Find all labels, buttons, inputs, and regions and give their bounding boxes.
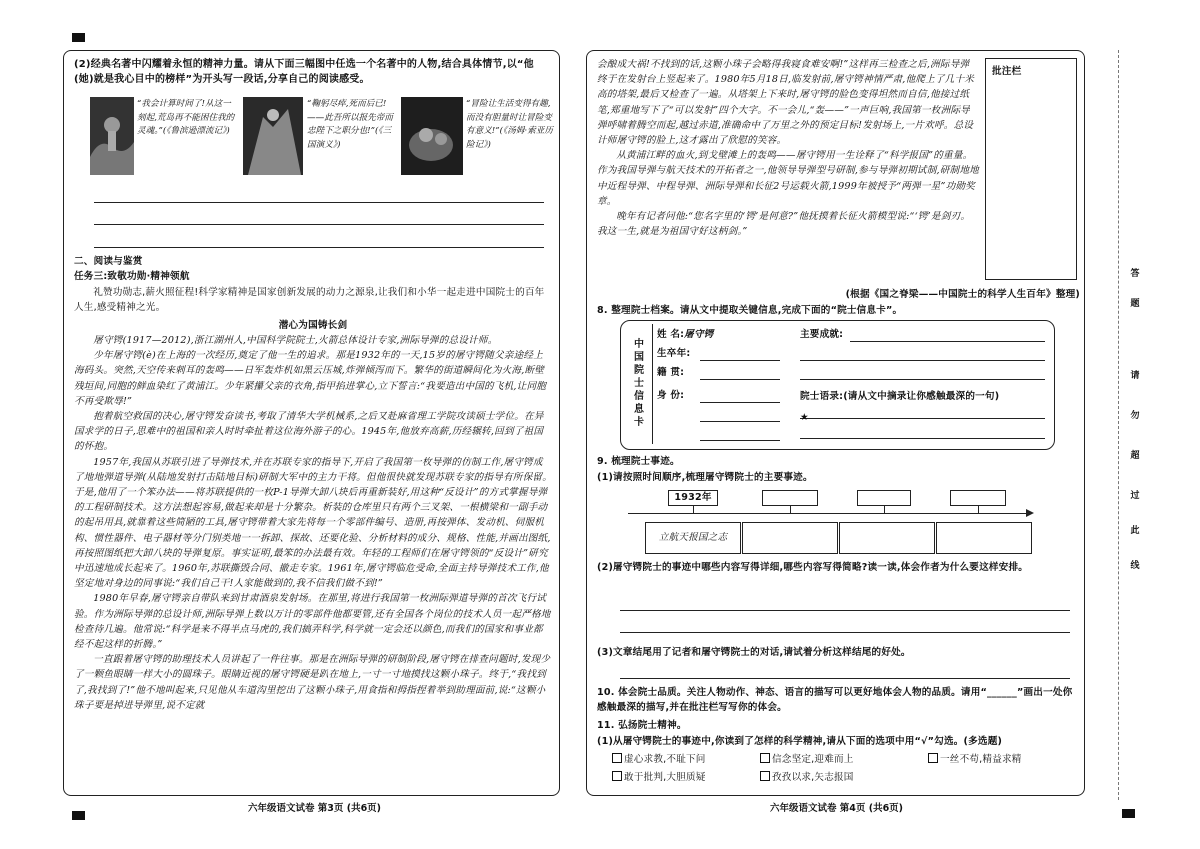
timeline-year-box-2[interactable] [762, 490, 818, 506]
achievement-line-2[interactable] [800, 360, 1045, 361]
article-body-right [597, 57, 979, 239]
quote-tom-sawyer: “冒险让生活变得有趣,而没有胆量时让冒险变有意义!”(《汤姆·索亚历险记》) [466, 99, 553, 150]
page-footer-4: 六年级语文试卷 第4页 (共6页) [770, 803, 904, 814]
checkbox[interactable] [760, 753, 770, 763]
question-9-1: (1)请按照时间顺序,梳理屠守锷院士的主要事迹。 [597, 472, 813, 483]
annotation-label: 批注栏 [992, 66, 1022, 77]
question-8: 8. 整理院士档案。请从文中提取关键信息,完成下面的“院士信息卡”。 [597, 305, 903, 316]
card-quote-label: 院士语录:(请从文中摘录让你感触最深的一句) [800, 391, 1000, 402]
timeline-event-4[interactable] [936, 522, 1032, 554]
identity-input-3[interactable] [700, 440, 780, 441]
illustration-three-kingdoms [243, 97, 303, 175]
paragraph: 1957年,我国从苏联引进了导弹技术,并在苏联专家的指导下,开启了我国第一枚导弹的仿制工作,屠守锷成了地地弹道导弹(从陆地发射打击陆地目标)研制大军中的主力干将。但他很快就发现苏联专家的指导有所保留。于是,他用了一个笨办法——将苏联提供的一枚P-1导弹大卸八块后再重新装好,用这种“反设计”的方式掌握导弹的工程研制技术。这方法想起容易,做起来却是十分繁杂。析装的仓库里只有两个三叉架、一根横梁和一副手动的起吊用具,就靠着这些简陋的工具,屠守锷带着大家先将每一个零部件编号、造册,再按弹体、发动机、伺服机构、惯性器件、电子器材等分门别类地一一拆卸、探故、还要化验、分析材料的成分、规格、性能,并画出图纸,再按照图纸把大卸八块的导弹复原。事实证明,最笨的办法最有效。年轻的工程师们在屠守锷领的“反设计”研究中迅速地成长起来了。1960年,苏联撕毁合同、撤走专家。1961年,屠守锷临危受命,全面主持导弹技术工作,他坚定地对身边的同事说:“我们自己干!人家能做到的,我不信我们做不到!” [74, 456, 552, 590]
answer-line[interactable] [620, 610, 1070, 611]
task-3-heading: 任务三:致敬功勋·精神领航 [74, 271, 190, 282]
paragraph: 晚年有记者问他:“您名字里的‘锷’是何意?”他抚摸着长征火箭模型说:“‘锷’是剑刃。我这一生,就是为祖国守好这柄剑。” [597, 211, 971, 238]
question-9-3: (3)文章结尾用了记者和屠守锷院士的对话,请试着分析这样结尾的好处。 [597, 647, 911, 658]
illustration-robinson-crusoe [90, 97, 134, 175]
illustration-tom-sawyer [401, 97, 463, 175]
card-field-identity: 身 份: [657, 390, 685, 401]
paragraph: 少年屠守锷(è)在上海的一次经历,奠定了他一生的追求。那是1932年的一天,15岁的屠守锷随父亲途经上海码头。突然,天空传来刺耳的轰鸣——日军轰炸机如黑云压城,炸弹倾泻而下。繁华的街道瞬间化为火海,断壁残垣间,同胞的鲜血染红了黄浦江。少年紧攥父亲的衣角,指甲掐进掌心,立下誓言:“我要造出中国的飞机,让同胞不再受欺辱!” [74, 350, 547, 407]
timeline-year-label: 1932年 [674, 492, 712, 503]
article-title: 潜心为国铸长剑 [278, 320, 348, 331]
timeline-tick [978, 506, 979, 513]
answer-line[interactable] [620, 632, 1070, 633]
timeline-year-box-3[interactable] [857, 490, 911, 506]
option-5[interactable] [760, 770, 854, 785]
card-name-value: 屠守锷 [684, 329, 714, 340]
question-2-title: (2)经典名著中闪耀着永恒的精神力量。请从下面三幅图中任选一个名著中的人物,结合具体情节,以“他(她)就是我心目中的榜样”为开头写一段话,分享自己的阅读感受。 [74, 59, 534, 86]
paragraph: 1980年早春,屠守锷亲自带队来到甘肃酒泉发射场。在那里,将进行我国第一枚洲际弹道导弹的首次飞行试验。作为洲际导弹的总设计师,洲际导弹上数以万计的零部件他都要管,还有全国各个岗位的技术人员一起严格地检查待几遍。他常说:“科学是来不得半点马虎的,我们搞弄科学,科学就一定会还以颜色,而我们的国家和事业都经不起这样的折腾。” [74, 593, 551, 651]
margin-char: 请 [1130, 371, 1140, 381]
timeline-event-3[interactable] [839, 522, 935, 554]
identity-input-1[interactable] [700, 402, 780, 403]
registration-mark-bottom-right [1122, 809, 1135, 818]
card-field-name: 姓 名:屠守锷 [657, 329, 714, 340]
source-note: (根据《国之脊梁——中国院士的科学人生百年》整理) [845, 289, 1080, 300]
question-11-1: (1)从屠守锷院士的事迹中,你读到了怎样的科学精神,请从下面的选项中用“√”勾选。(多选题) [597, 736, 1003, 747]
timeline-event-label: 立航天报国之志 [658, 532, 728, 543]
paragraph: 会酿成大祸!不找到的话,这颗小珠子会略得我寝食难安啊!”这样再三检查之后,洲际导弹终于在发射台上竖起来了。1980年5月18日,临发射前,屠守锷神情严肃,他爬上了几十米高的塔架,最后又检查了一遍。从塔架上下来时,屠守锷的脸色变得坦然而自信,他接过纸笔,郑重地写下了“可以发射”四个大字。不一会儿,“轰——”一声巨响,我国第一枚洲际导弹呼啸着腾空而起,越过赤道,准确命中了万里之外的预定目标!发射场上,一片欢呼。总设计师屠守锷的脸上,这才露出了欣慰的笑容。 [597, 59, 975, 147]
annotation-column[interactable] [985, 58, 1077, 280]
checkbox[interactable] [928, 753, 938, 763]
binding-line [1118, 50, 1119, 800]
registration-mark-top-left [72, 33, 85, 42]
birth-death-input[interactable] [700, 360, 780, 361]
paragraph: 抱着航空救国的决心,屠守锷发奋读书,考取了清华大学机械系,之后又赴麻省理工学院攻读硕士学位。在异国求学的日子,思难中的祖国和亲人时时牵扯着这位海外游子的心。1945年,他放弃高薪,历经辗转,回到了祖国的怀抱。 [74, 411, 544, 453]
question-11: 11. 弘扬院士精神。 [597, 720, 687, 731]
hometown-input[interactable] [700, 379, 780, 380]
timeline-arrow-icon [1026, 509, 1034, 517]
option-label: 敢于批判,大胆质疑 [624, 772, 706, 783]
identity-input-2[interactable] [700, 421, 780, 422]
question-9: 9. 梳理院士事迹。 [597, 456, 680, 467]
margin-char: 线 [1130, 561, 1140, 571]
paragraph: 屠守锷(1917—2012),浙江湖州人,中国科学院院士,火箭总体设计专家,洲际导弹的总设计师。 [93, 335, 498, 346]
timeline-tick [693, 506, 694, 513]
answer-line[interactable] [94, 224, 544, 225]
card-title: 中国院士信息卡 [634, 339, 645, 428]
margin-char: 此 [1130, 526, 1140, 536]
quote-line-1[interactable] [800, 418, 1045, 419]
option-label: 虚心求教,不耻下问 [624, 754, 706, 765]
option-4[interactable] [612, 770, 706, 785]
achievement-line-1[interactable] [850, 341, 1045, 342]
checkbox[interactable] [612, 753, 622, 763]
option-label: 信念坚定,迎难而上 [772, 754, 854, 765]
section-2-heading: 二、阅读与鉴赏 [74, 256, 143, 267]
quote-robinson: “我会计算时间了!从这一刻起,荒岛再不能困住我的灵魂。”(《鲁滨逊漂流记》) [137, 99, 235, 137]
page-footer-3: 六年级语文试卷 第3页 (共6页) [248, 803, 382, 814]
margin-char: 过 [1130, 491, 1140, 501]
star-icon: ★ [800, 412, 809, 423]
option-1[interactable] [612, 752, 706, 767]
card-achievement-label: 主要成就: [800, 329, 844, 340]
quote-three-kingdoms: “鞠躬尽瘁,死而后已!——此吾所以报先帝而忠陛下之职分也!”(《三国演义》) [307, 99, 393, 150]
checkbox[interactable] [760, 771, 770, 781]
timeline-year-box-4[interactable] [950, 490, 1006, 506]
card-field-birth-death: 生卒年: [657, 348, 691, 359]
question-9-2: (2)屠守锷院士的事迹中哪些内容写得详细,哪些内容写得简略?读一读,体会作者为什么要这样安排。 [597, 562, 1029, 573]
answer-line[interactable] [620, 678, 1070, 679]
timeline-event-2[interactable] [742, 522, 838, 554]
question-10: 10. 体会院士品质。关注人物动作、神态、语言的描写可以更好地体会人物的品质。请用“______”画出一处你感触最深的描写,并在批注栏写写你的体会。 [597, 687, 1073, 714]
margin-char: 答 [1130, 269, 1140, 279]
quote-line-2[interactable] [800, 438, 1045, 439]
margin-char: 勿 [1130, 411, 1140, 421]
answer-line[interactable] [94, 247, 544, 248]
paragraph: 一直跟着屠守锷的助理技术人员讲起了一件往事。那是在洲际导弹的研制阶段,屠守锷在排查问题时,发现少了一颗鱼眼睛一样大小的圆珠子。眼睛近视的屠守锷硬是趴在地上,一寸一寸地摸找这颗小珠子。终于,“我找到了,我找到了!”他不地叫起来,只见他从车道沟里挖出了这颗小珠子,用食指和拇指捏着举到助理面前,说:“这颗小珠子要是掉进导弹里,说不定就 [74, 654, 551, 711]
option-2[interactable] [760, 752, 854, 767]
timeline-tick [790, 506, 791, 513]
option-label: 一丝不苟,精益求精 [940, 754, 1022, 765]
registration-mark-bottom-left [72, 811, 85, 820]
card-divider [652, 324, 653, 444]
article-body-left [74, 333, 552, 713]
timeline-tick [884, 506, 885, 513]
margin-char: 题 [1130, 299, 1140, 309]
achievement-line-3[interactable] [800, 379, 1045, 380]
option-3[interactable] [928, 752, 1022, 767]
paragraph: 从黄浦江畔的血火,到戈壁滩上的轰鸣——屠守锷用一生诠释了“科学报国”的重量。作为我国导弹与航天技术的开拓者之一,他领导导弹型号研制,参与导弹初期试制,研制地地中近程导弹、中程导弹、洲际导弹和长征2号运载火箭,1999年被授予“两弹一星”功勋奖章。 [597, 150, 979, 207]
option-label: 孜孜以求,矢志报国 [772, 772, 854, 783]
card-field-hometown: 籍 贯: [657, 367, 685, 378]
intro-text: 礼赞功勋志,薪火照征程!科学家精神是国家创新发展的动力之源泉,让我们和小华一起走进中国院士的百年人生,感受精神之光。 [74, 287, 545, 314]
checkbox[interactable] [612, 771, 622, 781]
answer-line[interactable] [94, 202, 544, 203]
timeline-axis [628, 513, 1028, 514]
margin-char: 超 [1130, 451, 1140, 461]
